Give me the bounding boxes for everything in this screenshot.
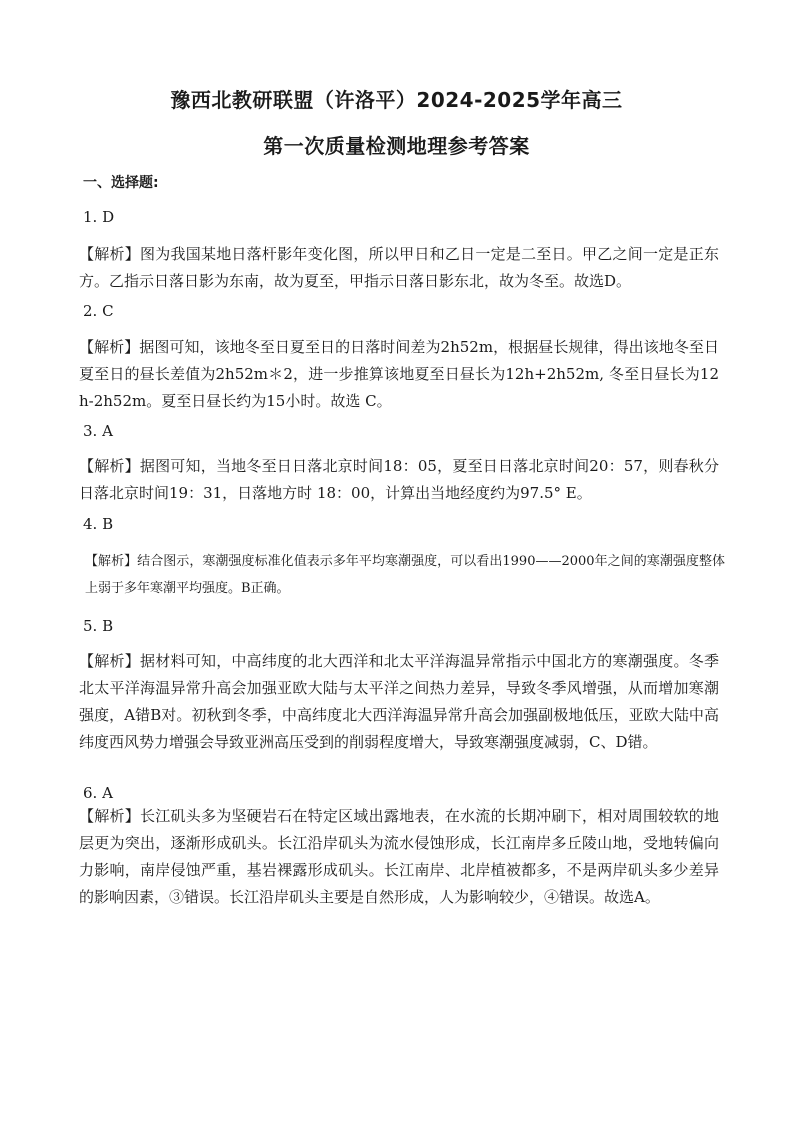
question-explanation-2: 【解析】据图可知，该地冬至日夏至日的日落时间差为2h52m，根据昼长规律，得出该地冬至日夏至日的昼长差值为2h52m＊2，进一步推算该地夏至日昼长为12h+2h52m, 冬至日昼长为12h-2h52m。夏至日昼长约为15小时。故选 C。: [79, 338, 719, 410]
question-explanation-1: 【解析】图为我国某地日落杆影年变化图，所以甲日和乙日一定是二至日。甲乙之间一定是正东方。乙指示日落日影为东南，故为夏至，甲指示日落日影东北，故为冬至。故选D。: [79, 245, 719, 290]
question-number-5: 5. B: [83, 617, 114, 635]
question-number-6: 6. A: [83, 784, 113, 802]
question-explanation-5: 【解析】据材料可知，中高纬度的北大西洋和北太平洋海温异常指示中国北方的寒潮强度。冬季北太平洋海温异常升高会加强亚欧大陆与太平洋之间热力差异，导致冬季风增强，从而增加寒潮强度，A错B对。初秋到冬季，中高纬度北大西洋海温异常升高会加强副极地低压，亚欧大陆中高纬度西风势力增强会导致亚洲高压受到的削弱程度增大，导致寒潮强度减弱，C、D错。: [79, 652, 719, 751]
question-number-2: 2. C: [83, 302, 114, 320]
document-title-line-1: 豫西北教研联盟（许洛平）2024-2025学年高三: [170, 88, 623, 112]
question-explanation-3: 【解析】据图可知，当地冬至日日落北京时间18：05，夏至日日落北京时间20：57，则春秋分日落北京时间19：31，日落地方时 18：00，计算出当地经度约为97.5° E。: [79, 457, 719, 502]
question-number-3: 3. A: [83, 422, 113, 440]
question-explanation-4: 【解析】结合图示，寒潮强度标准化值表示多年平均寒潮强度，可以看出1990——2000年之间的寒潮强度整体上弱于多年寒潮平均强度。B正确。: [85, 554, 725, 596]
question-number-4: 4. B: [83, 515, 114, 533]
section-heading-choice-questions: 一、选择题:: [83, 175, 159, 191]
document-title-line-2: 第一次质量检测地理参考答案: [263, 134, 530, 158]
question-explanation-6: 【解析】长江矶头多为坚硬岩石在特定区域出露地表，在水流的长期冲刷下，相对周围较软的地层更为突出，逐渐形成矶头。长江沿岸矶头为流水侵蚀形成，长江南岸多丘陵山地，受地转偏向力影响，南岸侵蚀严重，基岩裸露形成矶头。长江南岸、北岸植被都多，不是两岸矶头多少差异的影响因素，③错误。长江沿岸矶头主要是自然形成，人为影响较少，④错误。故选A。: [79, 807, 719, 906]
question-number-1: 1. D: [83, 208, 115, 226]
